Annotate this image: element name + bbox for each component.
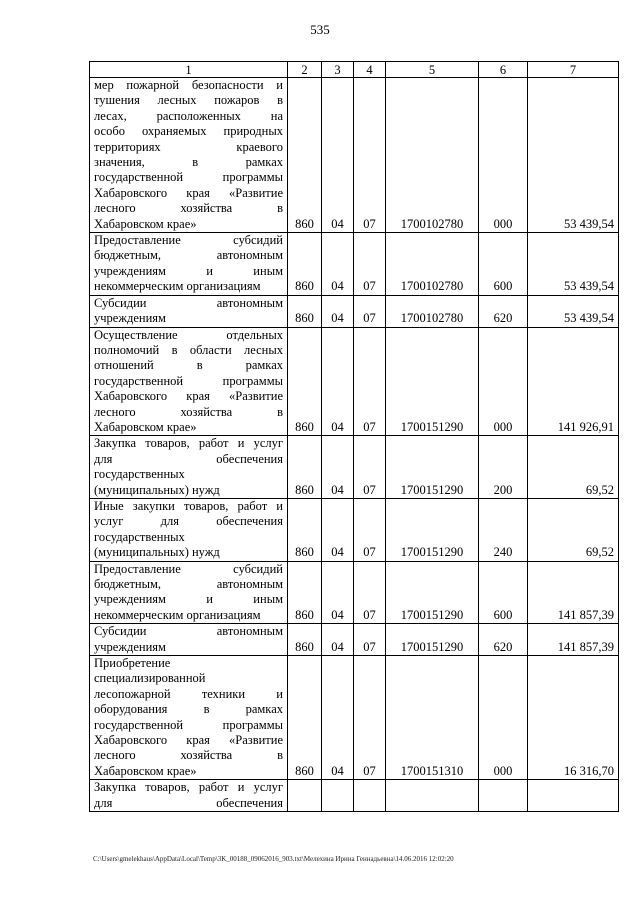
description-line: бюджетным, автономным — [94, 577, 283, 591]
row-target-article: 1700151310 — [386, 656, 479, 780]
row-subsection: 07 — [354, 656, 386, 780]
description-line: (муниципальных) нужд — [94, 545, 220, 560]
description-line: государственной программы — [94, 170, 283, 185]
row-target-article: 1700151290 — [386, 498, 479, 561]
row-expense-type: 200 — [479, 436, 528, 499]
row-subsection: 07 — [354, 498, 386, 561]
description-line: государственных — [94, 529, 185, 544]
row-amount: 53 439,54 — [528, 233, 619, 296]
row-subsection: 07 — [354, 78, 386, 233]
row-section: 04 — [322, 327, 354, 436]
row-admin-code: 860 — [288, 233, 322, 296]
row-admin-code: 860 — [288, 78, 322, 233]
description-line: Предоставление субсидий — [94, 561, 283, 576]
table-row — [90, 498, 619, 561]
row-admin-code: 860 — [288, 327, 322, 436]
description-line: отношений в рамках — [94, 358, 283, 373]
row-description — [90, 78, 288, 233]
description-line: территориях краевого — [94, 139, 283, 154]
row-description — [90, 327, 288, 436]
row-amount: 16 316,70 — [528, 656, 619, 780]
row-amount: 141 857,39 — [528, 561, 619, 624]
row-description — [90, 436, 288, 499]
header-col-4: 4 — [354, 62, 386, 78]
description-line: для обеспечения — [94, 795, 283, 810]
description-line: Хабаровского края «Развитие — [94, 185, 283, 200]
header-col-5: 5 — [386, 62, 479, 78]
row-target-article: 1700102780 — [386, 78, 479, 233]
description-line: Приобретение — [94, 656, 171, 671]
row-amount: 53 439,54 — [528, 295, 619, 327]
row-section: 04 — [322, 436, 354, 499]
description-line: Закупка товаров, работ и услуг — [94, 436, 283, 451]
header-col-3: 3 — [322, 62, 354, 78]
description-line: лесного хозяйства в — [94, 404, 283, 419]
row-subsection: 07 — [354, 233, 386, 296]
row-target-article: 1700151290 — [386, 561, 479, 624]
page-number: 535 — [310, 22, 330, 37]
description-line: лесного хозяйства в — [94, 748, 283, 763]
description-line: учреждениям — [94, 639, 166, 654]
row-admin-code: 860 — [288, 624, 322, 656]
row-section: 04 — [322, 656, 354, 780]
description-line: лесопожарной техники и — [94, 686, 283, 701]
description-line: учреждениям — [94, 311, 166, 326]
row-section — [322, 780, 354, 812]
header-col-1: 1 — [90, 62, 288, 78]
header-col-2: 2 — [288, 62, 322, 78]
description-line: Хабаровском крае» — [94, 419, 197, 434]
description-line: услуг для обеспечения — [94, 514, 283, 529]
description-line: мер пожарной безопасности и — [94, 78, 283, 92]
row-section: 04 — [322, 498, 354, 561]
description-line: Иные закупки товаров, работ и — [94, 498, 283, 513]
description-line: значения, в рамках — [94, 155, 283, 170]
description-line: Закупка товаров, работ и услуг — [94, 780, 283, 795]
description-line: Хабаровского края «Развитие — [94, 389, 283, 404]
row-subsection: 07 — [354, 295, 386, 327]
row-amount: 141 857,39 — [528, 624, 619, 656]
table-row — [90, 624, 619, 656]
row-description — [90, 624, 288, 656]
description-line: для обеспечения — [94, 451, 283, 466]
table-row — [90, 78, 619, 233]
description-line: Хабаровского края «Развитие — [94, 733, 283, 748]
description-line: Предоставление субсидий — [94, 233, 283, 248]
row-expense-type: 240 — [479, 498, 528, 561]
description-line: специализированной — [94, 671, 206, 686]
description-line: государственной программы — [94, 373, 283, 388]
row-amount: 69,52 — [528, 498, 619, 561]
row-admin-code — [288, 780, 322, 812]
row-description — [90, 498, 288, 561]
row-target-article: 1700151290 — [386, 327, 479, 436]
table-row — [90, 327, 619, 436]
row-target-article: 1700102780 — [386, 295, 479, 327]
row-expense-type: 600 — [479, 233, 528, 296]
description-line: (муниципальных) нужд — [94, 482, 220, 497]
description-line: оборудования в рамках — [94, 702, 283, 717]
description-line: государственных — [94, 467, 185, 482]
row-expense-type — [479, 780, 528, 812]
row-section: 04 — [322, 561, 354, 624]
description-line: Субсидии автономным — [94, 624, 283, 639]
row-admin-code: 860 — [288, 498, 322, 561]
description-line: учреждениям и иным — [94, 592, 283, 607]
footer-file-path: C:\Users\gmelekhaus\AppData\Local\Temp\3K_00188_09062016_903.txt\Мелехина Ирина Геннадьевна\14.06.2016 12:02:20 — [93, 855, 454, 863]
description-line: Хабаровском крае» — [94, 216, 197, 231]
row-admin-code: 860 — [288, 295, 322, 327]
row-description — [90, 656, 288, 780]
row-description — [90, 561, 288, 624]
description-line: государственной программы — [94, 717, 283, 732]
row-section: 04 — [322, 233, 354, 296]
table-row — [90, 780, 619, 812]
row-expense-type: 600 — [479, 561, 528, 624]
header-row — [90, 62, 619, 78]
row-section: 04 — [322, 624, 354, 656]
row-expense-type: 620 — [479, 295, 528, 327]
description-line: Осуществление отдельных — [94, 327, 283, 342]
row-amount: 69,52 — [528, 436, 619, 499]
row-subsection — [354, 780, 386, 812]
row-expense-type: 000 — [479, 327, 528, 436]
table-row — [90, 436, 619, 499]
row-amount: 53 439,54 — [528, 78, 619, 233]
row-description — [90, 295, 288, 327]
table-row — [90, 561, 619, 624]
row-expense-type: 000 — [479, 656, 528, 780]
row-expense-type: 620 — [479, 624, 528, 656]
row-amount: 141 926,91 — [528, 327, 619, 436]
description-line: учреждениям и иным — [94, 263, 283, 278]
row-subsection: 07 — [354, 561, 386, 624]
row-expense-type: 000 — [479, 78, 528, 233]
description-line: лесного хозяйства в — [94, 201, 283, 216]
row-subsection: 07 — [354, 624, 386, 656]
row-subsection: 07 — [354, 436, 386, 499]
table-row — [90, 656, 619, 780]
row-target-article — [386, 780, 479, 812]
row-admin-code: 860 — [288, 436, 322, 499]
description-line: полномочий в области лесных — [94, 342, 283, 357]
row-admin-code: 860 — [288, 561, 322, 624]
table-row — [90, 233, 619, 296]
description-line: тушения лесных пожаров в — [94, 93, 283, 108]
budget-table — [89, 61, 619, 812]
description-line: Субсидии автономным — [94, 295, 283, 310]
row-description — [90, 780, 288, 812]
description-line: особо охраняемых природных — [94, 124, 283, 139]
row-section: 04 — [322, 78, 354, 233]
row-target-article: 1700102780 — [386, 233, 479, 296]
header-col-7: 7 — [528, 62, 619, 78]
row-section: 04 — [322, 295, 354, 327]
row-target-article: 1700151290 — [386, 436, 479, 499]
row-amount — [528, 780, 619, 812]
description-line: некоммерческим организациям — [94, 607, 261, 622]
header-col-6: 6 — [479, 62, 528, 78]
row-subsection: 07 — [354, 327, 386, 436]
table-body — [90, 78, 619, 812]
row-target-article: 1700151290 — [386, 624, 479, 656]
description-line: Хабаровском крае» — [94, 763, 197, 778]
table-row — [90, 295, 619, 327]
description-line: лесах, расположенных на — [94, 108, 283, 123]
description-line: бюджетным, автономным — [94, 248, 283, 263]
row-description — [90, 233, 288, 296]
row-admin-code: 860 — [288, 656, 322, 780]
description-line: некоммерческим организациям — [94, 279, 261, 294]
